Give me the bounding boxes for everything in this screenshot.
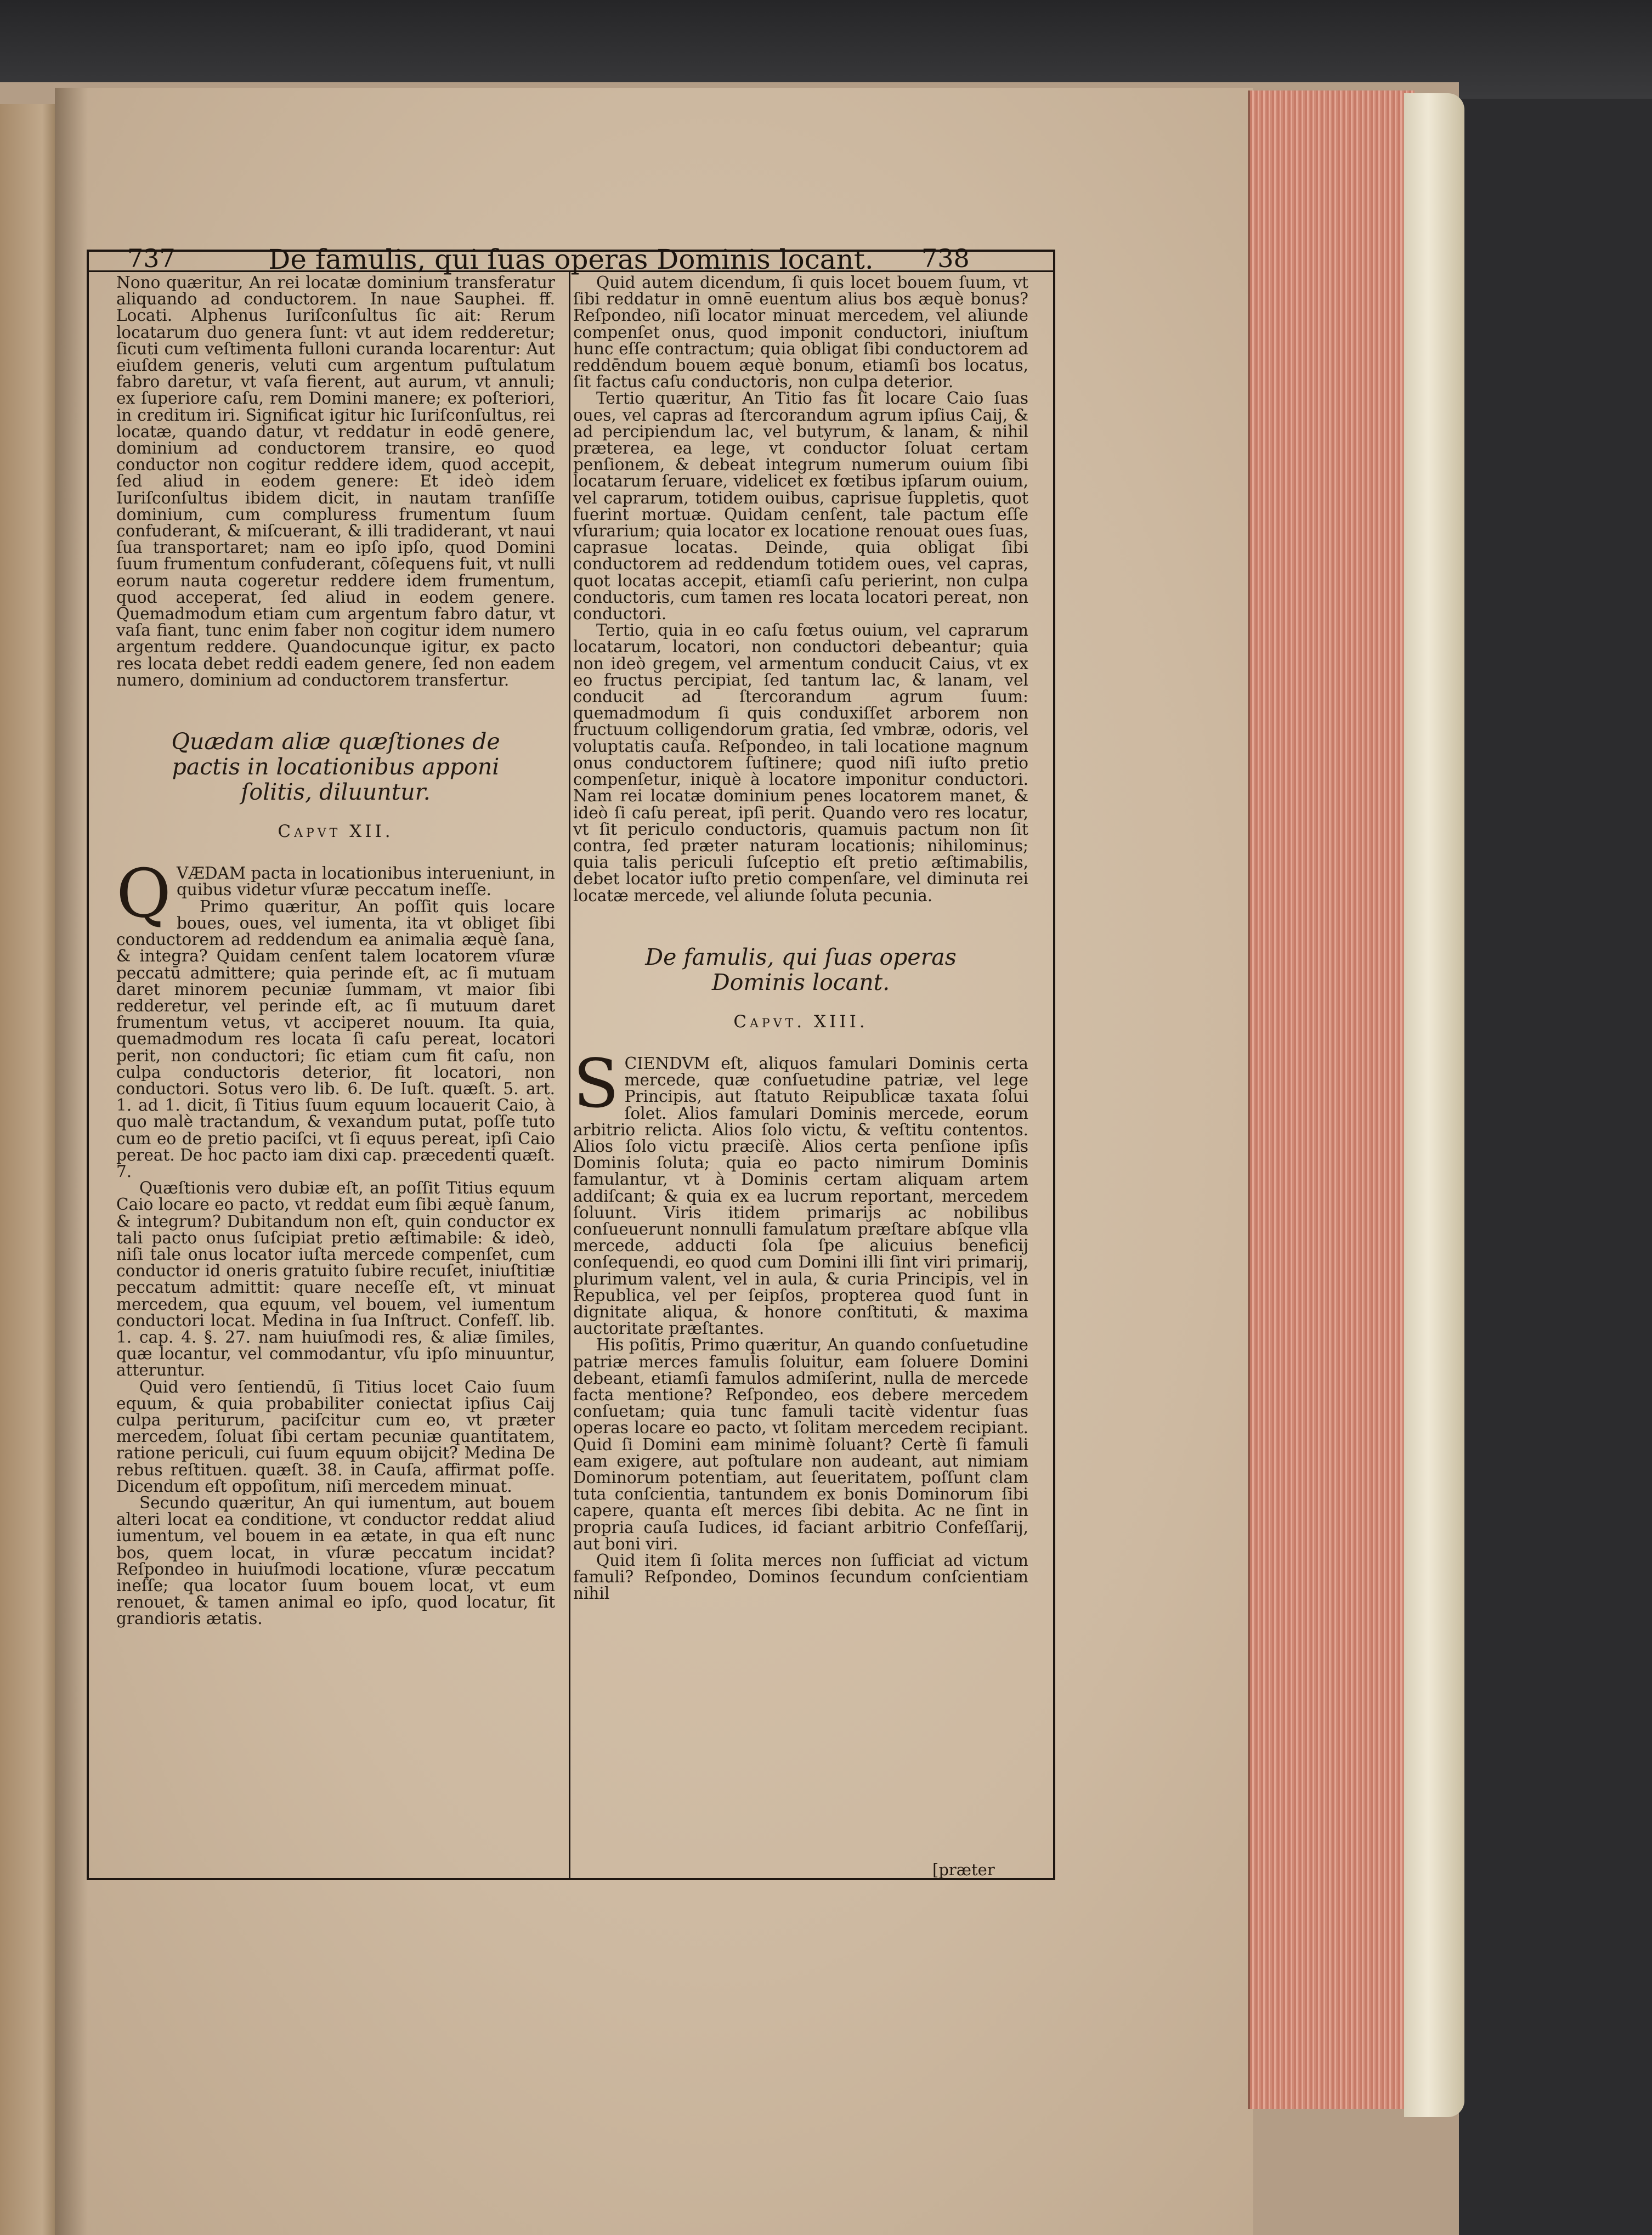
paragraph: His poſitis, Primo quæritur, An quando conſuetudine patriæ merces famulis ſoluitur, eam ſoluere Domini debeant, etiamſi famulos admiſerint, nulla de mercede facta mentione? Reſpondeo, eos debere mercedem conſuetam; quia tunc famuli tacitè videntur ſuas operas locare eo pacto, vt ſolitam mercedem recipiant. Quid ſi Domini eam minimè ſoluant? Certè ſi famuli eam exigere, aut poſtulare non audeant, aut nimiam Dominorum potentiam, aut ſeueritatem, poſſunt clam tuta conſcientia, tantundem ex bonis Dominorum ſibi capere, quanta eſt merces ſibi debita. Ac ne ſint in propria cauſa Iudices, id faciant arbitrio Confeſſarij, aut boni viri. [573,1336,1028,1553]
page-gutter-shadow [55,88,88,2235]
paragraph: Nono quæritur, An rei locatæ dominium transferatur aliquando ad conductorem. In naue Sauphei. ff. Locati. Alphenus Iuriſconſultus ſic ait: Rerum locatarum duo genera ſunt: vt aut idem redderetur; ſicuti cum veſtimenta fulloni curanda locarentur: Aut eiuſdem generis, veluti cum argentum puſtulatum fabro daretur, vt vaſa fierent, aut aurum, vt annuli; ex ſuperiore caſu, rem Domini manere; ex poſteriori, in creditum iri. Significat igitur hic Iuriſconſultus, rei locatæ, quando datur, vt reddatur in eodē genere, dominium ad conductorem transire, eo quod conductor non cogitur reddere idem, quod accepit, ſed aliud in eodem genere: Et ideò idem Iuriſconſultus ibidem dicit, in nautam tranſiſſe dominium, cum compluress frumentum ſuum confuderant, & miſcuerant, & illi tradiderant, vt naui ſua transportaret; nam eo ipſo ipſo, quod Domini ſuum frumentum confuderant, cōſequens fuit, vt nulli eorum nauta cogeretur reddere idem frumentum, quod acceperat, ſed aliud in eodem genere. Quemadmodum etiam cum argentum fabro datur, vt vaſa fiant, tunc enim faber non cogitur idem numero argentum reddere. Quandocunque igitur, ex pacto res locata debet reddi eadem genere, ſed non eadem numero, dominium ad conductorem transfertur. [116,273,555,689]
right-column [573,274,1028,1602]
left-column [116,274,555,1627]
paragraph: Tertio quæritur, An Titio fas ſit locare Caio ſuas oues, vel capras ad ſtercorandum agrum ipſius Caij, & ad percipiendum lac, vel butyrum, & lanam, & nihil præterea, ea lege, vt conductor ſoluat certam penſionem, & debeat integrum numerum ouium ſibi locatarum ſeruare, videlicet ex fœtibus ipſarum ouium, vel caprarum, totidem ouibus, caprisue ſuppletis, quot fuerint mortuæ. Quidam cenſent, tale pactum eſſe vſurarium; quia locator ex locatione renouat oues ſuas, caprasue locatas. Deinde, quia obligat ſibi conductorem ad reddendum totidem oues, vel capras, quot locatas accepit, etiamſi caſu perierint, non culpa conductoris, cum tamen res locata locatori pereat, non conductori. [573,389,1028,624]
paragraph: Tertio, quia in eo caſu fœtus ouium, vel caprarum locatarum, locatori, non conductori debeantur; quia non ideò gregem, vel armentum conducit Caius, vt ex eo fructus percipiat, ſed tantum lac, & lanam, vel conducit ad ſtercorandum agrum ſuum: quemadmodum ſi quis conduxiſſet arborem non fructuum colligendorum gratia, ſed vmbræ, odoris, vel voluptatis cauſa. Reſpondeo, in tali locatione magnum onus conductorem ſuſtinere; quod niſi iuſto pretio compenſetur, iniquè à locatore imponitur conductori. Nam rei locatæ dominium penes locatorem manet, & ideò ſi caſu pereat, ipſi perit. Quando vero res locatur, vt ſit periculo conductoris, quamuis pactum non ſit contra, ſed præter naturam locationis; nihilominus; quia talis periculi ſuſceptio eſt pretio æſtimabilis, debet locator iuſto pretio compenſare, vel diminuta rei locatæ mercede, vel aliunde ſoluta pecunia. [573,621,1028,905]
section-title: Quædam aliæ quæſtiones de pactis in locationibus apponi ſolitis, diluuntur. [171,728,500,806]
paragraph: VÆDAM pacta in locationibus interueniunt, in quibus videtur vſuræ peccatum ineſſe. [177,864,555,899]
page-number-right: 738 [921,244,970,273]
page-edges [1248,90,1415,2109]
running-title: De famulis, qui ſuas operas Dominis locant. [268,244,874,275]
chapter-opening [573,1044,1028,1338]
previous-page-edge [0,104,62,2235]
section-title: De famulis, qui ſuas operas Dominis locant. [645,943,957,995]
paragraph: CIENDVM eſt, aliquos famulari Dominis certa mercede, quæ conſuetudine patriæ, vel lege Principis, aut ſtatuto Reipublicæ taxata ſolui ſolet. Alios famulari Dominis mercede, eorum arbitrio relicta. Alios ſolo victu, & veſtitu contentos. Alios ſolo victu præciſè. Alios certa penſione ipſis Dominis ſoluta; quia eo pacto nimirum Dominis famulantur, vt à Dominis certam aliquam artem addiſcant; & quia ex ea lucrum reportant, mercedem ſoluunt. Viris itidem primarijs ac nobilibus conſueuerunt nonnulli famulatum præſtare abſque vlla mercede, adducti ſola ſpe alicuius beneficij conſequendi, eo quod cum Domini illi ſint viri primarij, plurimum valent, vel in aula, & curia Principis, vel in Republica, vel per ſeipſos, propterea quod ſunt in dignitate aliqua, & honore conſtituti, & maxima auctoritate præſtantes. [573,1054,1028,1338]
page-number-left: 737 [127,244,176,273]
drop-cap: S [573,1044,619,1123]
paragraph: Secundo quæritur, An qui iumentum, aut bouem alteri locat ea conditione, vt conductor reddat aliud iumentum, vel bouem in ea ætate, in qua eſt nunc bos, quem locat, in vſuræ peccatum incidat? Reſpondeo in huiuſmodi locatione, vſuræ peccatum ineſſe; qua locator ſuum bouem locat, vt eum renouet, & tamen animal eo ipſo, quod locatur, ſit grandioris ætatis. [116,1493,555,1628]
column-rule [569,270,570,1880]
paragraph: Primo quæritur, An poſſit quis locare boues, oues, vel iumenta, ita vt obliget ſibi conductorem ad reddendum ea animalia æquè ſana, & integra? Quidam cenſent talem locatorem vſuræ peccatū admittere; quia perinde eſt, ac ſi mutuam daret minorem pecuniæ ſummam, vt maior ſibi redderetur, vel perinde eſt, ac ſi mutuum daret frumentum vetus, vt acciperet nouum. Ita quia, quemadmodum res locata ſi caſu pereat, locatori perit, non conductori; ſic etiam cum fit caſu, non culpa conductoris deterior, fit locatori, non conductori. Sotus vero lib. 6. De Iuſt. quæſt. 5. art. 1. ad 1. dicit, ſi Titius ſuum equum locauerit Caio, à quo malè tractandum, & vexandum putat, poſſe tuto cum eo de pretio paciſci, vt ſi equus pereat, ipſi Caio pereat. De hoc pacto iam dixi cap. præcedenti quæſt. 7. [116,897,555,1181]
book-cover-edge [1404,93,1464,2117]
paragraph: Quid autem dicendum, ſi quis locet bouem ſuum, vt ſibi reddatur in omnē euentum alius bos æquè bonus? Reſpondeo, niſi locator minuat mercedem, vel aliunde compenſet onus, quod imponit conductori, iniuſtum hunc eſſe contractum; quia obligat ſibi conductorem ad reddēndum bouem æquè bonum, etiamſi bos locatus, ſit factus caſu conductoris, non culpa deterior. [573,273,1028,392]
chapter-heading: Capvt XII. [278,822,394,842]
paragraph: Quid vero ſentiendū, ſi Titius locet Caio ſuum equum, & quia probabiliter coniectat ipſius Caij culpa periturum, paciſcitur cum eo, vt præter mercedem, ſoluat ſibi certam pecuniæ quantitatem, ratione periculi, cui ſuum equum obijcit? Medina De rebus reſtituen. quæſt. 38. in Cauſa, affirmat poſſe. Dicendum eſt oppoſitum, niſi mercedem minuat. [116,1377,555,1496]
chapter-opening [116,855,555,933]
chapter-heading: Capvt. XIII. [733,1011,868,1032]
paragraph: Quid item ſi ſolita merces non ſufficiat ad victum famuli? Reſpondeo, Dominos ſecundum conſcientiam nihil [573,1551,1028,1603]
catchword: [præter [932,1860,995,1879]
drop-cap: Q [116,855,172,933]
paragraph: Quæſtionis vero dubiæ eſt, an poſſit Titius equum Caio locare eo pacto, vt reddat eum ſibi æquè ſanum, & integrum? Dubitandum non eſt, quin conductor ex tali pacto onus ſuſcipiat pretio æſtimabile: & ideò, niſi tale onus locator iuſta mercede compenſet, cum conductor id oneris gratuito ſubire recuſet, iniuſtitiæ peccatum admittit: quare neceſſe eſt, vt minuat mercedem, qua equum, vel bouem, vel iumentum conductori locat. Medina in ſua Inſtruct. Confeſſ. lib. 1. cap. 4. §. 27. nam huiuſmodi res, & aliæ ſimiles, quæ locantur, vel commodantur, vſu ipſo minuuntur, atteruntur. [116,1179,555,1380]
